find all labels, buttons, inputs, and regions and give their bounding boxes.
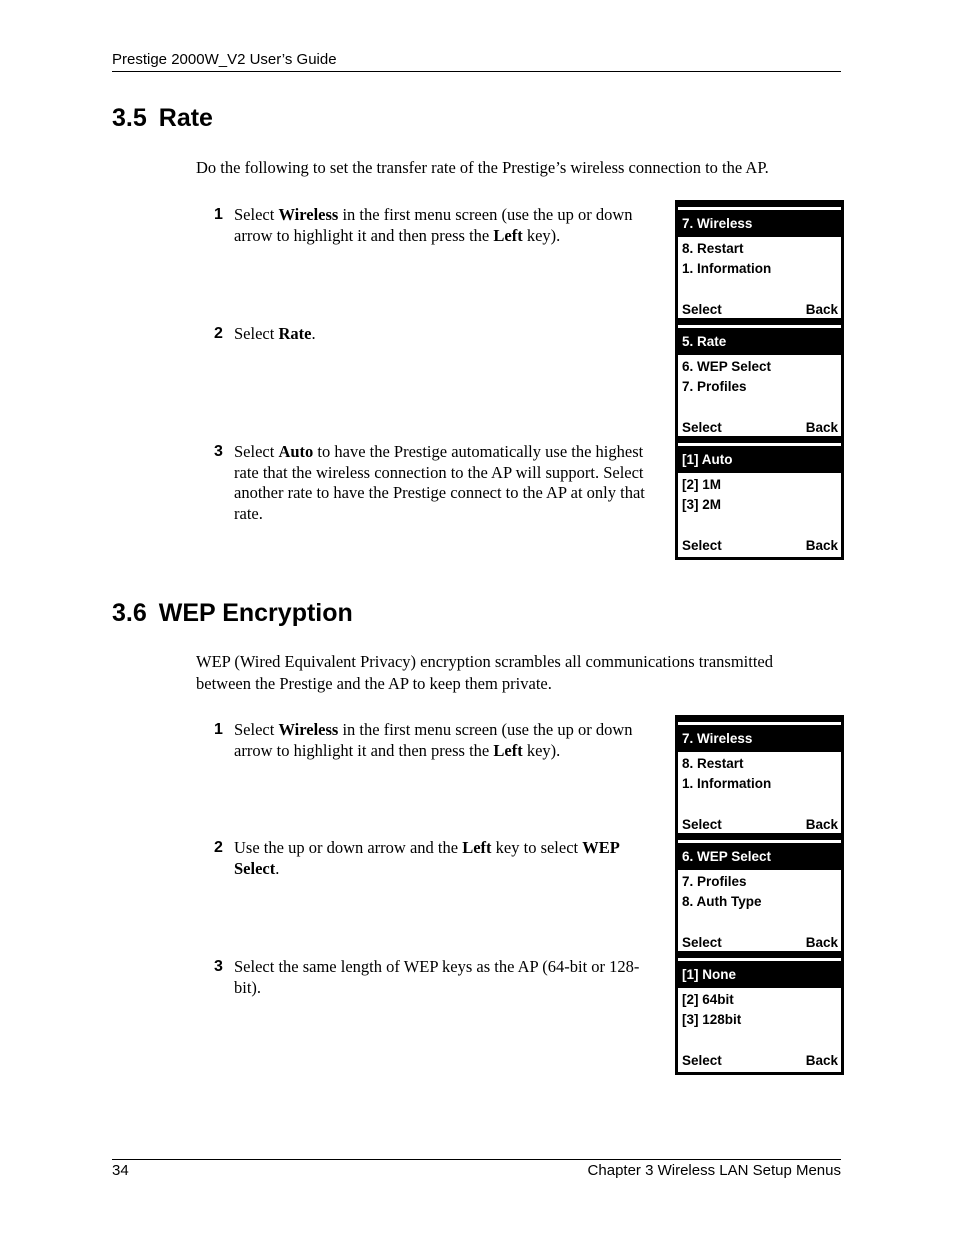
step-number: 1 bbox=[214, 721, 223, 738]
softkey-back: Back bbox=[805, 302, 838, 317]
lcd-screen bbox=[678, 836, 841, 954]
lcd-selected-item: 5. Rate bbox=[678, 328, 841, 355]
section-intro: Do the following to set the transfer rate of the Prestige’s wireless connection to the AP. bbox=[196, 158, 769, 177]
lcd-option: 6. WEP Select bbox=[682, 359, 772, 374]
lcd-option: 8. Restart bbox=[682, 756, 744, 771]
step-text: Select Wireless in the first menu screen (use the up or down arrow to highlight it and then press the Left key). bbox=[234, 720, 633, 760]
step-text: Use the up or down arrow and the Left key to select WEP Select. bbox=[234, 838, 619, 878]
step-item bbox=[214, 838, 664, 879]
step-number: 2 bbox=[214, 839, 223, 856]
step-item bbox=[214, 957, 664, 998]
step-number: 3 bbox=[214, 443, 223, 460]
lcd-option: [2] 1M bbox=[682, 477, 722, 492]
step-text: Select the same length of WEP keys as the AP (64-bit or 128-bit). bbox=[234, 957, 640, 997]
step-number: 2 bbox=[214, 325, 223, 342]
step-text: Select Wireless in the first menu screen (use the up or down arrow to highlight it and then press the Left key). bbox=[234, 205, 633, 245]
lcd-screen bbox=[678, 203, 841, 321]
step-number: 1 bbox=[214, 206, 223, 223]
lcd-selected-item: [1] None bbox=[678, 961, 841, 988]
lcd-option: [2] 64bit bbox=[682, 992, 734, 1007]
softkey-back: Back bbox=[805, 817, 838, 832]
lcd-option: 7. Profiles bbox=[682, 379, 747, 394]
softkey-select: Select bbox=[682, 817, 722, 832]
lcd-screen bbox=[678, 718, 841, 836]
running-header: Prestige 2000W_V2 User’s Guide bbox=[112, 51, 337, 68]
header-rule bbox=[112, 71, 841, 72]
lcd-option: 7. Profiles bbox=[682, 874, 747, 889]
lcd-screen bbox=[678, 954, 841, 1072]
step-text: Select Rate. bbox=[234, 324, 316, 343]
lcd-screen bbox=[678, 439, 841, 557]
softkey-back: Back bbox=[805, 935, 838, 950]
step-item bbox=[214, 720, 664, 761]
section-number: 3.6 bbox=[112, 599, 147, 627]
lcd-option: 8. Restart bbox=[682, 241, 744, 256]
section-heading-rate bbox=[112, 104, 213, 133]
chapter-title: Chapter 3 Wireless LAN Setup Menus bbox=[587, 1162, 841, 1179]
lcd-selected-item: 7. Wireless bbox=[678, 210, 841, 237]
softkey-select: Select bbox=[682, 538, 722, 553]
lcd-option: [3] 128bit bbox=[682, 1012, 742, 1027]
lcd-screen-panel bbox=[675, 715, 844, 1075]
step-item bbox=[214, 205, 664, 246]
lcd-option: [3] 2M bbox=[682, 497, 722, 512]
lcd-selected-item: 6. WEP Select bbox=[678, 843, 841, 870]
footer-rule bbox=[112, 1159, 841, 1160]
softkey-select: Select bbox=[682, 1053, 722, 1068]
lcd-option: 1. Information bbox=[682, 261, 772, 276]
section-intro: WEP (Wired Equivalent Privacy) encryption scrambles all communications transmitted between the Prestige and the AP to keep them private. bbox=[196, 652, 773, 693]
section-title: Rate bbox=[158, 104, 213, 132]
step-item bbox=[214, 324, 664, 345]
step-number: 3 bbox=[214, 958, 223, 975]
softkey-back: Back bbox=[805, 420, 838, 435]
softkey-select: Select bbox=[682, 420, 722, 435]
lcd-selected-item: 7. Wireless bbox=[678, 725, 841, 752]
lcd-option: 1. Information bbox=[682, 776, 772, 791]
softkey-select: Select bbox=[682, 935, 722, 950]
step-text: Select Auto to have the Prestige automatically use the highest rate that the wireless connection to the AP will support. Select another rate to have the Prestige connect to the AP at only that rate. bbox=[234, 442, 645, 523]
lcd-selected-item: [1] Auto bbox=[678, 446, 841, 473]
section-heading-wep bbox=[112, 599, 353, 628]
softkey-back: Back bbox=[805, 1053, 838, 1068]
section-number: 3.5 bbox=[112, 104, 147, 132]
softkey-back: Back bbox=[805, 538, 838, 553]
lcd-screen bbox=[678, 321, 841, 439]
lcd-screen-panel bbox=[675, 200, 844, 560]
lcd-option: 8. Auth Type bbox=[682, 894, 762, 909]
step-item bbox=[214, 442, 664, 524]
softkey-select: Select bbox=[682, 302, 722, 317]
section-title: WEP Encryption bbox=[158, 599, 353, 627]
page-number: 34 bbox=[112, 1162, 129, 1179]
